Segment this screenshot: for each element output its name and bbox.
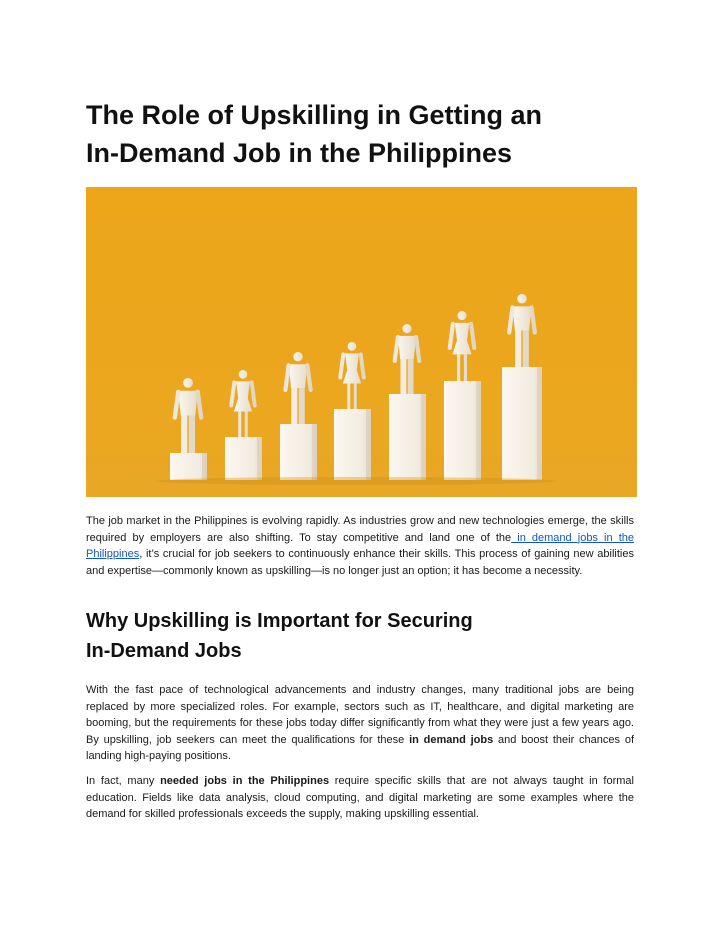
pedestal [170,453,207,480]
pedestal [280,424,317,480]
pedestal [444,381,481,480]
p3-bold: needed jobs in the Philippines [160,775,330,787]
hero-image [86,187,637,497]
body-paragraph-2 [86,773,634,823]
section-heading [86,606,634,666]
title-line-2: In-Demand Job in the Philippines [86,138,513,168]
p2-text: With the fast pace of technological advancements and industry changes, many traditional jobs are being replaced by more specialized roles. For example, sectors such as IT, healthcare, and digital marketing are booming, but the requirements for these jobs today differ significantly from what they were just a few years ago. By upskilling, job seekers can meet the qualifications for these [86,684,634,746]
heading-line-2: In-Demand Jobs [86,640,242,662]
in-demand-jobs-link[interactable]: in demand jobs in the Philippines [86,531,634,560]
p3-text-after: require specific skills that are not always taught in formal education. Fields like data analysis, cloud computing, and digital marketing are some examples where the demand for skilled professionals exceeds the supply, making upskilling essential. [86,775,634,820]
pedestal [502,367,542,480]
body-paragraph-1 [86,682,634,765]
pedestal [225,437,262,480]
p1-text-after: , it’s crucial for job seekers to continuously enhance their skills. This process of gaining new abilities and expertise—commonly known as upskilling—is no longer just an option; it has become a necessity. [86,548,634,577]
p3-text: In fact, many [86,775,161,787]
title-line-1: The Role of Upskilling in Getting an [86,100,543,130]
heading-line-1: Why Upskilling is Important for Securing [86,610,473,632]
p2-bold: in demand jobs [409,733,494,746]
pedestal [334,409,371,480]
p1-text: The job market in the Philippines is evolving rapidly. As industries grow and new technologies emerge, the skills required by employers are also shifting. To stay competitive and land one of the [86,515,634,544]
p2-text-after: and boost their chances of landing high-paying positions. [86,733,634,762]
article-title [86,96,634,172]
pedestal [389,394,426,480]
intro-paragraph [86,513,634,579]
